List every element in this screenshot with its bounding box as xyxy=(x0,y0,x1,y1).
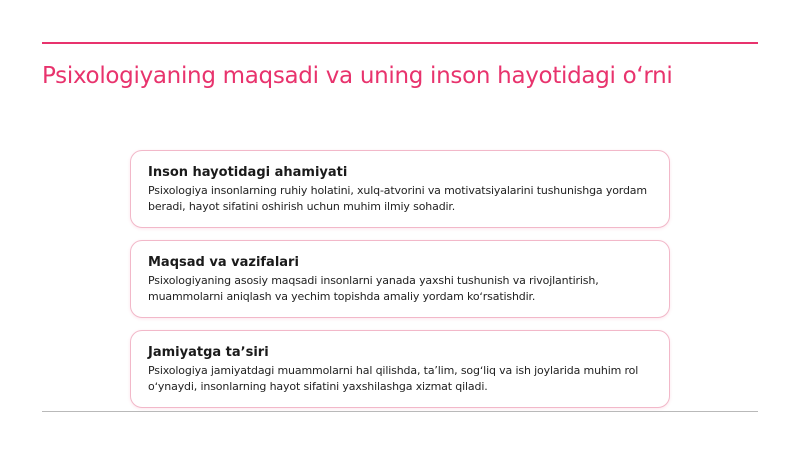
card-title: Maqsad va vazifalari xyxy=(148,255,299,270)
slide-title: Psixologiyaning maqsadi va uning inson hayotidagi oʻrni xyxy=(42,63,673,89)
card-text: Psixologiya insonlarning ruhiy holatini, xulq-atvorini va motivatsiyalarini tushunishga yordam beradi, hayot sifatini oshirish uchun muhim ilmiy sohadir. xyxy=(148,184,647,213)
card-goals xyxy=(130,240,670,318)
card-list xyxy=(130,150,670,420)
card-title: Jamiyatga taʼsiri xyxy=(148,345,269,360)
card-society-impact xyxy=(130,330,670,408)
footer-divider xyxy=(42,411,758,412)
card-importance xyxy=(130,150,670,228)
card-title: Inson hayotidagi ahamiyati xyxy=(148,165,348,180)
title-accent-rule xyxy=(42,42,758,44)
card-text: Psixologiyaning asosiy maqsadi insonlarni yanada yaxshi tushunish va rivojlantirish, muammolarni aniqlash va yechim topishda amaliy yordam koʻrsatishdir. xyxy=(148,274,599,303)
card-text: Psixologiya jamiyatdagi muammolarni hal qilishda, taʼlim, sogʻliq va ish joylarida muhim rol oʻynaydi, insonlarning hayot sifatini yaxshilashga xizmat qiladi. xyxy=(148,364,639,393)
